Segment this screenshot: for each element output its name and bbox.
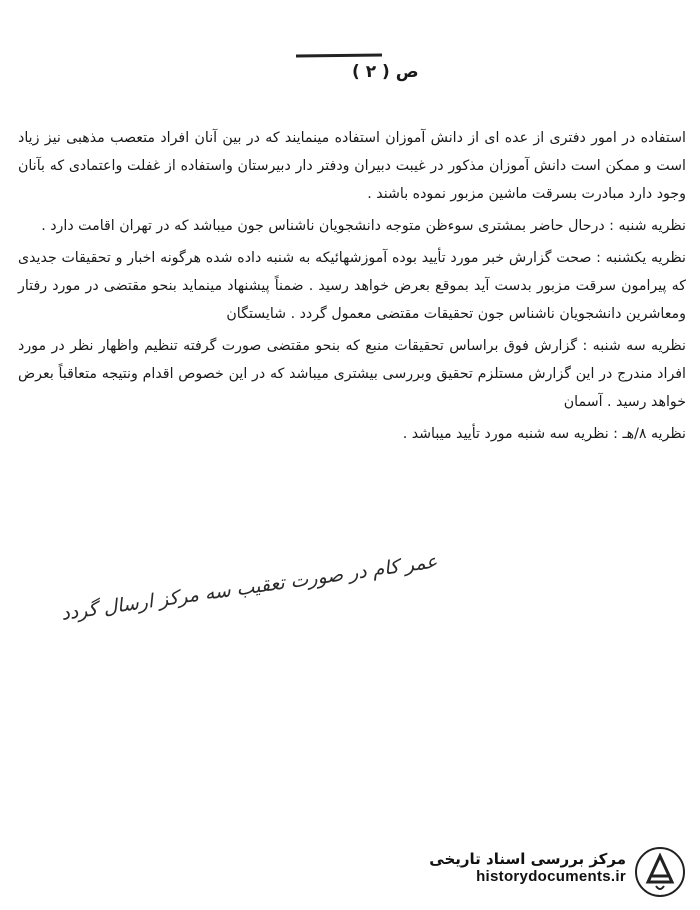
paragraph-sunday: نظریه یکشنبه : صحت گزارش خبر مورد تأیید بوده آموزشهائیکه به شنبه داده شده هرگونه اخبار و تحقیقات جدیدی که پیرامون سرقت مزبور بدست آید بموقع بعرض خواهد رسید . ضمناً پیشنهاد مینماید بنحو مقتضی در مورد رفتار ومعاشرین دانشجویان ناشناس جون تحقیقات مقتضی معمول گردد . شایستگان	[18, 250, 686, 322]
paragraph-8h: نظریه ۸/هـ : نظریه سه شنبه مورد تأیید میباشد .	[402, 426, 686, 442]
footer-text	[429, 850, 626, 885]
paragraph-intro: استفاده در امور دفتری از عده ای از دانش آموزان استفاده مینمایند که در بین آنان افراد متعصب مذهبی نیز زیاد است و ممکن است دانش آموزان مذکور در غیبت دبیران ودفتر دار دبیرستان واستفاده از غفلت واعتمادی که بآنان وجود دارد مبادرت بسرقت ماشین مزبور نموده باشند .	[18, 130, 686, 202]
paragraph-saturday: نظریه شنبه : درحال حاضر بمشتری سوءظن متوجه دانشجویان ناشناس جون میباشد که در تهران اقامت دارد .	[41, 218, 686, 234]
page-number: ص ( ۲ )	[352, 62, 419, 82]
watermark-footer	[400, 846, 692, 898]
document-body	[18, 124, 686, 450]
paragraph-tuesday: نظریه سه شنبه : گزارش فوق براساس تحقیقات منبع که بنحو مقتضی صورت گرفته تنظیم واظهار نظر در مورد افراد مندرج در این گزارش مستلزم تحقیق وبررسی بیشتری میباشد که در این خصوص اقدام ونتیجه متعاقباً بعرض خواهد رسید . آسمان	[18, 338, 686, 410]
archive-logo-icon	[634, 846, 686, 898]
footer-org-name: مرکز بررسی اسناد تاریخی	[429, 850, 626, 868]
header-rule	[296, 54, 382, 58]
handwritten-note: عمر کام در صورت تعقیب سه مرکز ارسال گردد	[59, 550, 439, 625]
footer-website: historydocuments.ir	[476, 868, 626, 885]
